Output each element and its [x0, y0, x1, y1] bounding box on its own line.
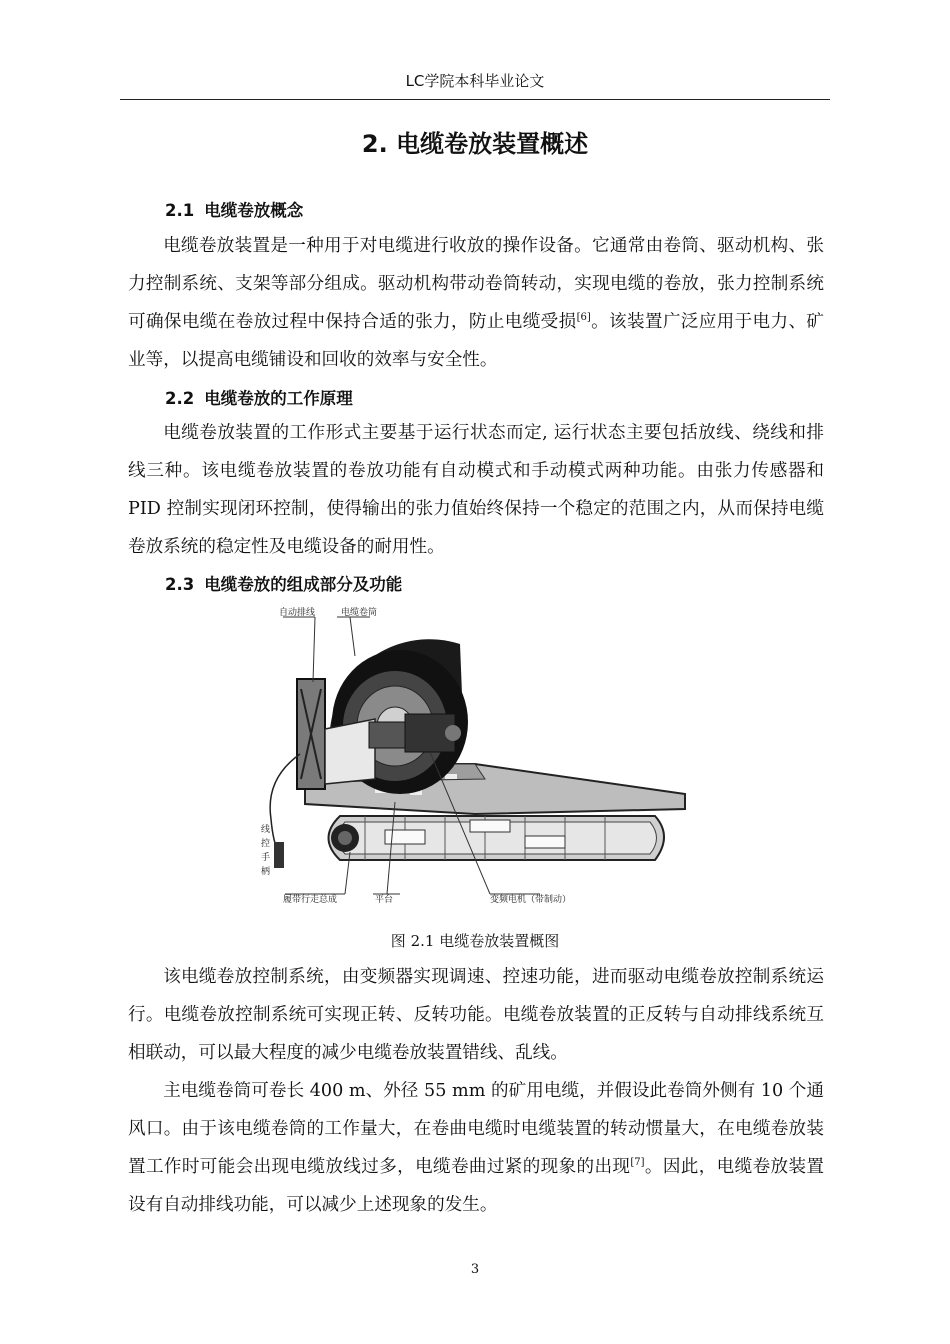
label-handle-4: 柄: [261, 867, 271, 877]
paragraph-text: 该电缆卷放控制系统，由变频器实现调速、控速功能，进而驱动电缆卷放控制系统运行。电缆卷放控制系统可实现正转、反转功能。电缆卷放装置的正反转与自动排线系统互相联动，可以最大程度的减少电缆卷放装置错线、乱线。: [128, 967, 824, 1063]
paragraph-2-1: [128, 227, 824, 379]
header-rule: [120, 99, 830, 100]
section-title: 电缆卷放概念: [204, 201, 304, 220]
paragraph-2-2: [128, 414, 824, 566]
section-number: 2.2: [165, 389, 195, 408]
paragraph-text-tail: 。该装置广泛应用于电力、矿业等，以提高电缆铺设和回收的效率与安全性。: [128, 312, 824, 370]
section-2-2-heading: [165, 385, 353, 409]
paragraph-drum-spec: [128, 1072, 824, 1224]
paragraph-text-tail: 。因此，电缆卷放装置设有自动排线功能，可以减少上述现象的发生。: [128, 1157, 824, 1215]
page-number: 3: [470, 1262, 480, 1277]
citation-7: [7]: [630, 1157, 645, 1169]
label-motor: 变频电机（带制动）: [490, 895, 572, 905]
label-handle-1: 线: [261, 825, 271, 835]
running-header: LC学院本科毕业论文: [405, 72, 545, 90]
label-auto-arrange: 自动排线: [279, 608, 316, 618]
paragraph-text: 主电缆卷筒可卷长 400 m、外径 55 mm 的矿用电缆，并假设此卷筒外侧有 10 个通风口。由于该电缆卷筒的工作量大，在卷曲电缆时电缆装置的转动惯量大，在电缆卷放装置工作时可能会出现电缆放线过多，电缆卷曲过紧的现象的出现: [128, 1081, 824, 1177]
paragraph-text: 电缆卷放装置是一种用于对电缆进行收放的操作设备。它通常由卷筒、驱动机构、张力控制系统、支架等部分组成。驱动机构带动卷筒转动，实现电缆的卷放，张力控制系统可确保电缆在卷放过程中保持合适的张力，防止电缆受损: [128, 236, 824, 332]
paragraph-text: 电缆卷放装置的工作形式主要基于运行状态而定, 运行状态主要包括放线、绕线和排线三种。该电缆卷放装置的卷放功能有自动模式和手动模式两种功能。由张力传感器和 PID 控制实现闭环控制，使得输出的张力值始终保持一个稳定的范围之内，从而保持电缆卷放系统的稳定性及电缆设备的耐用性。: [128, 423, 824, 557]
paragraph-control-system: [128, 958, 824, 1072]
label-cable-drum: 电缆卷筒: [341, 608, 378, 618]
label-handle-3: 手: [261, 853, 271, 863]
label-platform: 平台: [375, 895, 394, 905]
section-2-3-heading: [165, 571, 402, 595]
citation-6: [6]: [576, 312, 591, 324]
label-handle-2: 控: [261, 839, 271, 849]
section-number: 2.1: [165, 201, 195, 220]
cable-reel-device-figure: [245, 604, 705, 912]
section-title: 电缆卷放的组成部分及功能: [204, 575, 403, 594]
figure-caption: 图 2.1 电缆卷放装置概图: [390, 932, 560, 950]
label-crawler: 履带行走总成: [283, 895, 338, 905]
section-2-1-heading: [165, 197, 303, 221]
section-title: 电缆卷放的工作原理: [204, 389, 353, 408]
chapter-title: 2. 电缆卷放装置概述: [361, 130, 589, 158]
section-number: 2.3: [165, 575, 195, 594]
